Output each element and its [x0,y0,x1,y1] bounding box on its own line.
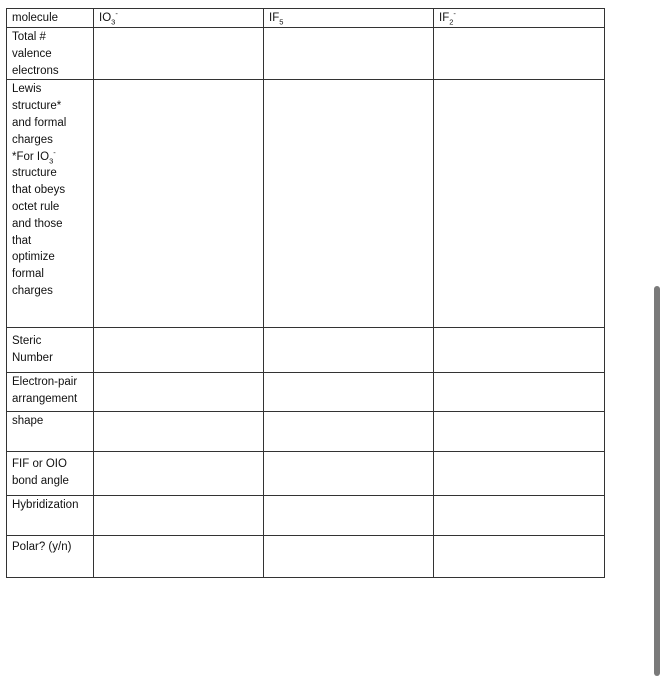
label-line: Hybridization [12,499,79,512]
label-line: Lewis [12,83,42,96]
answer-cell-io3-hyb[interactable] [94,496,264,536]
label-line: charges [12,133,53,146]
answer-cell-if5-valence[interactable] [264,28,434,80]
answer-cell-if2-hyb[interactable] [434,496,605,536]
label-line: formal [12,268,44,281]
row-label-polar [7,536,94,578]
row-steric-number [7,328,605,373]
answer-cell-if2-angle[interactable] [434,452,605,496]
answer-cell-io3-pair[interactable] [94,373,264,412]
label-line: and formal [12,116,67,129]
answer-cell-if5-lewis[interactable] [264,80,434,328]
row-lewis-structure [7,80,605,328]
label-line: valence [12,47,52,60]
answer-cell-if2-steric[interactable] [434,328,605,373]
worksheet [6,8,605,578]
row-label-steric [7,328,94,373]
label-line: arrangement [12,393,78,406]
label-line: octet rule [12,200,60,213]
answer-cell-io3-steric[interactable] [94,328,264,373]
column-header-if5: $IF_5$ [264,9,434,28]
header-row [7,9,605,28]
label-line: optimize [12,251,55,264]
answer-cell-if5-pair[interactable] [264,373,434,412]
label-line: Steric [12,335,42,348]
label-line: and those [12,217,63,230]
label-note-line: *For $IO_3^-$ [12,147,56,165]
molecule-table [6,8,605,578]
label-line: Electron-pair [12,376,78,389]
answer-cell-io3-valence[interactable] [94,28,264,80]
row-label-bond-angle [7,452,94,496]
column-header-io3: $IO_3^-$ [94,9,264,28]
answer-cell-io3-angle[interactable] [94,452,264,496]
label-line: shape [12,415,44,428]
answer-cell-io3-shape[interactable] [94,412,264,452]
answer-cell-io3-polar[interactable] [94,536,264,578]
answer-cell-if2-polar[interactable] [434,536,605,578]
answer-cell-if5-hyb[interactable] [264,496,434,536]
label-line: FIF or OIO [12,458,67,471]
row-label-lewis [7,80,94,328]
label-line: structure [12,167,57,180]
row-label-hybridization [7,496,94,536]
label-line: that [12,234,32,247]
row-hybridization [7,496,605,536]
answer-cell-if2-lewis[interactable] [434,80,605,328]
answer-cell-io3-lewis[interactable] [94,80,264,328]
row-shape [7,412,605,452]
vertical-scrollbar[interactable] [654,286,660,676]
label-line: Total # [12,31,46,43]
label-line: Polar? (y/n) [12,541,72,554]
row-valence-electrons [7,28,605,80]
row-polar [7,536,605,578]
answer-cell-if5-polar[interactable] [264,536,434,578]
row-label-shape [7,412,94,452]
answer-cell-if2-shape[interactable] [434,412,605,452]
label-line: that obeys [12,184,66,197]
label-line: bond angle [12,475,69,488]
label-line: electrons [12,64,59,77]
label-line: Number [12,352,53,365]
column-header-if2: $IF_2^-$ [434,9,605,28]
answer-cell-if2-pair[interactable] [434,373,605,412]
answer-cell-if5-shape[interactable] [264,412,434,452]
label-line: charges [12,284,53,297]
header-label: molecule [7,9,94,28]
answer-cell-if2-valence[interactable] [434,28,605,80]
answer-cell-if5-angle[interactable] [264,452,434,496]
row-electron-pair [7,373,605,412]
row-bond-angle [7,452,605,496]
row-label-valence [7,28,94,80]
answer-cell-if5-steric[interactable] [264,328,434,373]
label-line: structure* [12,100,62,113]
row-label-electron-pair [7,373,94,412]
